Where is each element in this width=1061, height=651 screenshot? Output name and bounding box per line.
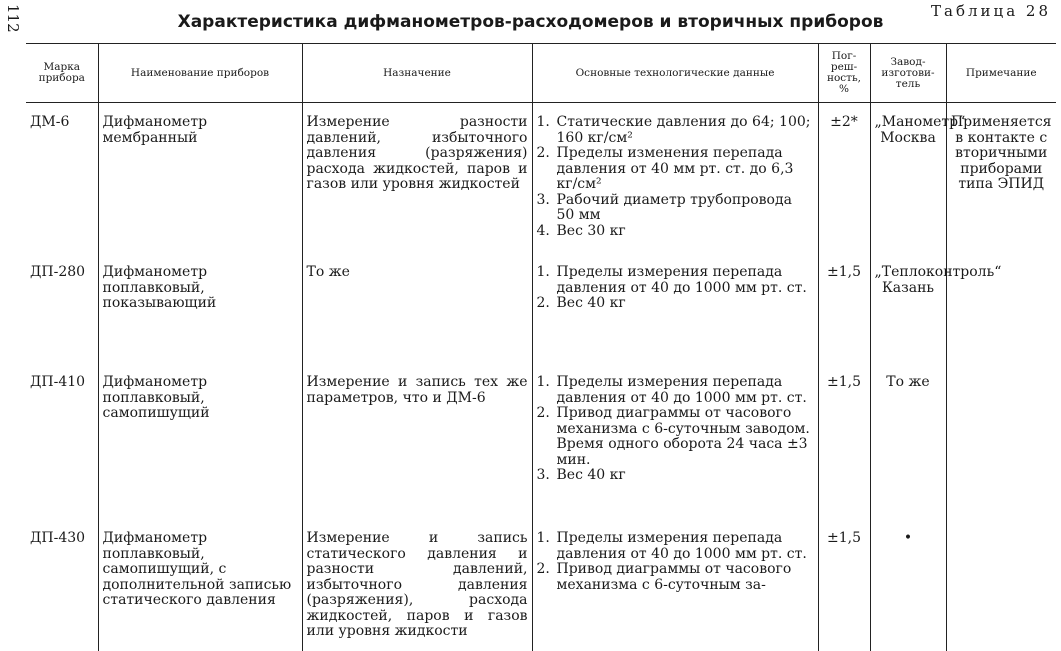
- spec-number: 1.: [536, 114, 550, 130]
- spec-item: [537, 531, 814, 562]
- table-row: [26, 519, 1056, 651]
- spec-number: 4.: [536, 222, 550, 239]
- spec-number: 1.: [536, 264, 550, 280]
- specs-table: [26, 43, 1056, 651]
- cell-note: [946, 519, 1056, 651]
- header-name: Наименование приборов: [98, 44, 302, 103]
- cell-maker: То же: [870, 363, 946, 519]
- table-row: [26, 253, 1056, 363]
- cell-note: [946, 363, 1056, 519]
- spec-text: Пределы измерения перепада давления от 40 до 1000 мм рт. ст.: [556, 530, 807, 562]
- spec-text: Вес 30 кг: [556, 222, 626, 239]
- cell-mark: ДМ-6: [26, 103, 98, 254]
- spec-item: [537, 406, 814, 468]
- spec-item: [537, 265, 814, 296]
- header-row: [26, 44, 1056, 103]
- spec-item: [537, 468, 814, 484]
- spec-number: 2.: [536, 561, 550, 577]
- spec-number: 3.: [536, 191, 550, 208]
- cell-mark: ДП-430: [26, 519, 98, 651]
- header-error: Пог-реш-ность, %: [818, 44, 870, 103]
- cell-mark: ДП-410: [26, 363, 98, 519]
- cell-specs: [532, 103, 818, 254]
- spec-item: [537, 562, 814, 593]
- cell-specs: [532, 253, 818, 363]
- cell-name: Дифманометр поплавковый, самопишущий: [98, 363, 302, 519]
- page-number: 112: [4, 4, 22, 33]
- header-maker: Завод-изготови-тель: [870, 44, 946, 103]
- cell-maker: •: [870, 519, 946, 651]
- cell-error: ±1,5: [818, 253, 870, 363]
- cell-note: Применяется в контакте с вторичными приборами типа ЭПИД: [946, 103, 1056, 254]
- spec-item: [537, 193, 814, 224]
- cell-error: ±1,5: [818, 519, 870, 651]
- cell-name: Дифманометр поплавковый, самопишущий, с дополнительной записью статического давления: [98, 519, 302, 651]
- table-label: Таблица 28: [931, 2, 1051, 20]
- spec-number: 3.: [536, 467, 550, 483]
- spec-number: 1.: [536, 530, 550, 546]
- specs-list: [537, 265, 814, 312]
- table-title: Характеристика дифманометров-расходомеров и вторичных приборов: [177, 12, 884, 32]
- spec-number: 2.: [536, 145, 550, 161]
- spec-item: [537, 224, 814, 240]
- spec-item: [537, 146, 814, 193]
- cell-name: Дифманометр поплавковый, показывающий: [98, 253, 302, 363]
- cell-error: ±1,5: [818, 363, 870, 519]
- header-mark: Марка прибора: [26, 44, 98, 103]
- cell-purpose: Измерение и запись статического давления и разности давлений, избыточного давления (разряжения), расхода жидкостей, паров и газов или уровня жидкости: [302, 519, 532, 651]
- cell-purpose: Измерение и запись тех же параметров, что и ДМ-6: [302, 363, 532, 519]
- header-note: Примечание: [946, 44, 1056, 103]
- cell-name: Дифманометр мембранный: [98, 103, 302, 254]
- spec-text: Пределы изменения перепада давления от 40 мм рт. ст. до 6,3 кг/см²: [556, 145, 794, 192]
- spec-text: Привод диаграммы от часового механизма с 6-суточным за-: [556, 561, 792, 593]
- cell-specs: [532, 519, 818, 651]
- spec-item: [537, 115, 814, 146]
- spec-number: 1.: [536, 374, 550, 390]
- table-row: [26, 103, 1056, 254]
- cell-maker: „Теплоконтроль“ Казань: [870, 253, 946, 363]
- cell-purpose: Измерение разности давлений, избыточного давления (разряжения) расхода жидкостей, паров и газов или уровня жидкостей: [302, 103, 532, 254]
- specs-list: [537, 115, 814, 239]
- spec-number: 2.: [536, 295, 550, 311]
- cell-error: ±2*: [818, 103, 870, 254]
- specs-list: [537, 375, 814, 484]
- table-row: [26, 363, 1056, 519]
- spec-text: Пределы измерения перепада давления от 40 до 1000 мм рт. ст.: [556, 264, 807, 296]
- spec-text: Вес 40 кг: [556, 295, 626, 311]
- spec-text: Пределы измерения перепада давления от 40 до 1000 мм рт. ст.: [556, 374, 807, 406]
- spec-item: [537, 296, 814, 312]
- header-purpose: Назначение: [302, 44, 532, 103]
- specs-list: [537, 531, 814, 593]
- header-specs: Основные технологические данные: [532, 44, 818, 103]
- cell-specs: [532, 363, 818, 519]
- spec-text: Рабочий диаметр трубопровода 50 мм: [556, 191, 792, 223]
- spec-text: Статические давления до 64; 100; 160 кг/см²: [556, 114, 811, 146]
- spec-number: 2.: [536, 405, 550, 421]
- cell-mark: ДП-280: [26, 253, 98, 363]
- cell-purpose: То же: [302, 253, 532, 363]
- spec-item: [537, 375, 814, 406]
- cell-maker: „Манометр“ Москва: [870, 103, 946, 254]
- spec-text: Вес 40 кг: [556, 467, 626, 483]
- spec-text: Привод диаграммы от часового механизма с 6-суточным заводом. Время одного оборота 24 часа ±3 мин.: [556, 405, 810, 468]
